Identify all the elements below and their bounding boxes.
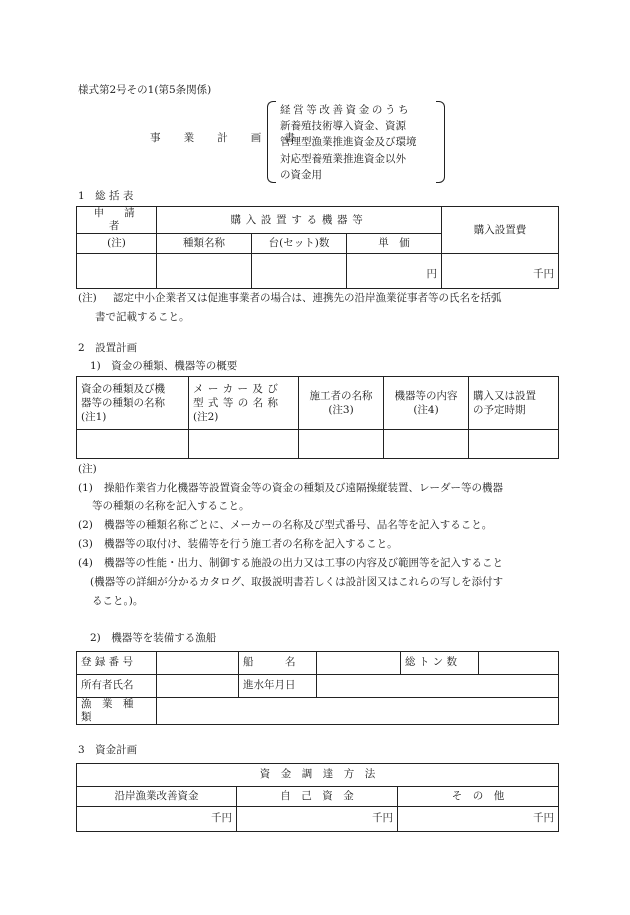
funding-table xyxy=(76,763,559,832)
bracket-line: の資金用 xyxy=(280,168,322,181)
note-1-line1: 操船作業省力化機器等設置資金等の資金の種類及び遠隔操縦装置、レーダー等の機器 xyxy=(104,482,503,494)
owner-label: 所有者氏名 xyxy=(77,675,157,698)
col-fund-type xyxy=(77,377,189,430)
note-number: (2) xyxy=(78,519,93,531)
applicant-cell[interactable] xyxy=(77,254,157,289)
fund-scope-note xyxy=(280,102,440,183)
col-text: メーカー及び xyxy=(193,383,283,395)
reg-no-label: 登 録 番 号 xyxy=(77,652,157,675)
equipment-header: 購入設置する機器等 xyxy=(157,207,442,234)
vessel-table xyxy=(76,651,559,725)
maker-cell[interactable] xyxy=(189,430,299,459)
ship-name-cell[interactable] xyxy=(317,652,401,675)
applicant-header: 申 請 者 xyxy=(77,207,157,234)
col-text: 購入又は設置 xyxy=(473,390,536,402)
content-cell[interactable] xyxy=(384,430,469,459)
section1-heading: 1 総 括 表 xyxy=(78,190,134,202)
note-4-line2: (機器等の詳細が分かるカタログ、取扱説明書若しくは設計図又はこれらの写しを添付す xyxy=(90,576,504,588)
reg-no-cell[interactable] xyxy=(157,652,239,675)
note-2-line1: 機器等の種類名称ごとに、メーカーの名称及び型式番号、品名等を記入すること。 xyxy=(104,519,493,531)
fishery-type-cell[interactable] xyxy=(157,698,559,725)
other-fund-header: そ の 他 xyxy=(398,787,559,807)
gross-ton-cell[interactable] xyxy=(479,652,559,675)
document-title: 事 業 計 画 書 xyxy=(150,132,302,144)
fishery-type-label: 漁 業 種 類 xyxy=(77,698,157,725)
col-text: (注1) xyxy=(81,411,107,423)
note-1-line2: 等の種類の名称を記入すること。 xyxy=(92,500,250,512)
col-text: 器等の種類の名称 xyxy=(81,397,165,409)
section2-sub1: 1) 資金の種類、機器等の概要 xyxy=(90,360,238,372)
summary-table xyxy=(76,206,559,289)
col-text: (注3) xyxy=(328,404,354,416)
applicant-note: (注) xyxy=(77,234,157,254)
bracket-line: 新養殖技術導入資金、資源 xyxy=(280,120,406,133)
contractor-cell[interactable] xyxy=(299,430,384,459)
section1-note-label: (注) xyxy=(78,292,97,304)
unit-price-header: 単 価 xyxy=(347,234,442,254)
funding-method-header: 資 金 調 達 方 法 xyxy=(77,764,559,787)
own-fund-cell[interactable]: 千円 xyxy=(237,807,398,832)
col-text: (注2) xyxy=(193,411,219,423)
launch-date-cell[interactable] xyxy=(317,675,559,698)
col-schedule xyxy=(469,377,559,430)
units-cell[interactable] xyxy=(252,254,347,289)
type-name-cell[interactable] xyxy=(157,254,252,289)
bracket-line: 対応型養殖業推進資金以外 xyxy=(280,152,406,165)
section1-note-line1: 認定中小企業者又は促進事業者の場合は、連携先の沿岸漁業従事者等の氏名を括弧 xyxy=(113,292,502,304)
purchase-cost-cell[interactable]: 千円 xyxy=(442,254,559,289)
launch-date-label: 進水年月日 xyxy=(239,675,317,698)
schedule-cell[interactable] xyxy=(469,430,559,459)
ship-name-label: 船 名 xyxy=(239,652,317,675)
equipment-overview-table xyxy=(76,376,559,459)
bracket-line: 経営等改善資金のうち xyxy=(280,104,412,116)
purchase-cost-header: 購入設置費 xyxy=(442,207,559,254)
col-content xyxy=(384,377,469,430)
note-4-line3: ること。)。 xyxy=(92,595,144,607)
note-3-line1: 機器等の取付け、装備等を行う施工者の名称を記入すること。 xyxy=(104,538,398,550)
type-name-header: 種類名称 xyxy=(157,234,252,254)
other-fund-cell[interactable]: 千円 xyxy=(398,807,559,832)
section2-heading: 2 設置計画 xyxy=(78,342,138,354)
note-4-line1: 機器等の性能・出力、制御する施設の出力又は工事の内容及び範囲等を記入すること xyxy=(104,557,503,569)
gross-ton-label: 総 ト ン 数 xyxy=(401,652,479,675)
section2-notes-label: (注) xyxy=(78,463,97,475)
col-contractor xyxy=(299,377,384,430)
unit-price-cell[interactable]: 円 xyxy=(347,254,442,289)
owner-cell[interactable] xyxy=(157,675,239,698)
units-header: 台(セット)数 xyxy=(252,234,347,254)
own-fund-header: 自 己 資 金 xyxy=(237,787,398,807)
bracket-line: 管理型漁業推進資金及び環境 xyxy=(280,136,417,149)
fund-type-cell[interactable] xyxy=(77,430,189,459)
col-text: 機器等の内容 xyxy=(394,390,458,402)
coastal-fund-header: 沿岸漁業改善資金 xyxy=(77,787,237,807)
col-text: 型式等の名称 xyxy=(193,397,283,409)
col-text: (注4) xyxy=(413,404,439,416)
col-text: 資金の種類及び機 xyxy=(81,383,165,395)
col-text: の予定時期 xyxy=(473,404,526,416)
note-number: (4) xyxy=(78,557,93,569)
note-number: (3) xyxy=(78,538,93,550)
coastal-fund-cell[interactable]: 千円 xyxy=(77,807,237,832)
section3-heading: 3 資金計画 xyxy=(78,744,138,756)
note-number: (1) xyxy=(78,482,93,494)
form-label: 様式第2号その1(第5条関係) xyxy=(78,84,212,96)
col-maker xyxy=(189,377,299,430)
col-text: 施工者の名称 xyxy=(309,390,373,402)
section2-sub2: 2) 機器等を装備する漁船 xyxy=(90,632,217,644)
left-bracket xyxy=(267,101,276,183)
section1-note-line2: 書で記載すること。 xyxy=(95,311,190,323)
